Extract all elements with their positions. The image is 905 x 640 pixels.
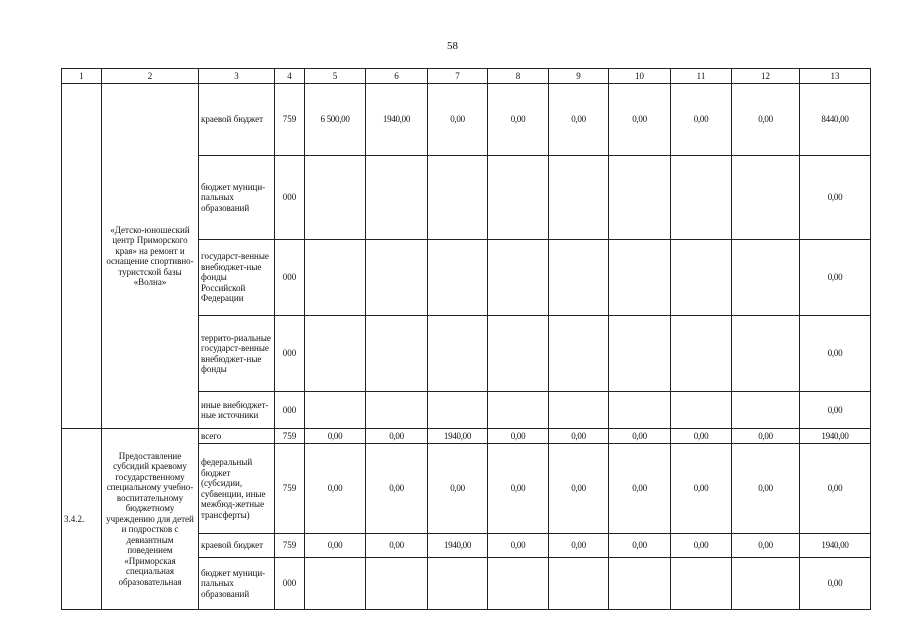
value-cell: 0,00 bbox=[800, 558, 871, 610]
value-cell: 0,00 bbox=[549, 84, 609, 156]
value-cell: 0,00 bbox=[671, 534, 732, 558]
column-header: 7 bbox=[428, 69, 488, 84]
value-cell bbox=[732, 316, 800, 392]
funding-source-cell: иные внебюджет-ные источники bbox=[199, 392, 275, 429]
value-cell bbox=[549, 156, 609, 240]
value-cell: 0,00 bbox=[488, 84, 549, 156]
value-cell bbox=[609, 156, 671, 240]
page-number: 58 bbox=[447, 40, 458, 52]
header-row bbox=[62, 69, 871, 84]
value-cell: 0,00 bbox=[488, 444, 549, 534]
value-cell bbox=[549, 316, 609, 392]
funding-source-cell: государст-венные внебюджет-ные фонды Российской Федерации bbox=[199, 240, 275, 316]
funding-source-cell: краевой бюджет bbox=[199, 84, 275, 156]
value-cell: 0,00 bbox=[732, 84, 800, 156]
value-cell bbox=[366, 558, 428, 610]
column-header: 5 bbox=[305, 69, 366, 84]
value-cell bbox=[609, 392, 671, 429]
value-cell: 0,00 bbox=[488, 534, 549, 558]
funding-source-cell: краевой бюджет bbox=[199, 534, 275, 558]
value-cell bbox=[732, 240, 800, 316]
code-cell: 000 bbox=[275, 392, 305, 429]
value-cell bbox=[671, 240, 732, 316]
code-cell: 759 bbox=[275, 429, 305, 444]
value-cell: 0,00 bbox=[732, 444, 800, 534]
value-cell: 0,00 bbox=[305, 534, 366, 558]
value-cell bbox=[428, 392, 488, 429]
code-cell: 759 bbox=[275, 444, 305, 534]
value-cell: 0,00 bbox=[800, 240, 871, 316]
value-cell bbox=[671, 558, 732, 610]
code-cell: 000 bbox=[275, 156, 305, 240]
value-cell: 0,00 bbox=[366, 429, 428, 444]
value-cell: 0,00 bbox=[671, 429, 732, 444]
value-cell bbox=[428, 156, 488, 240]
value-cell bbox=[305, 392, 366, 429]
funding-source-cell: террито-риальные государст-венные внебюджет-ные фонды bbox=[199, 316, 275, 392]
value-cell bbox=[609, 316, 671, 392]
value-cell bbox=[549, 392, 609, 429]
column-header: 13 bbox=[800, 69, 871, 84]
column-header: 10 bbox=[609, 69, 671, 84]
code-cell: 759 bbox=[275, 84, 305, 156]
code-cell: 000 bbox=[275, 240, 305, 316]
value-cell: 1940,00 bbox=[428, 429, 488, 444]
value-cell: 0,00 bbox=[549, 429, 609, 444]
value-cell: 0,00 bbox=[305, 429, 366, 444]
funding-source-cell: всего bbox=[199, 429, 275, 444]
value-cell bbox=[488, 392, 549, 429]
value-cell: 0,00 bbox=[305, 444, 366, 534]
value-cell: 0,00 bbox=[732, 534, 800, 558]
value-cell bbox=[305, 316, 366, 392]
value-cell: 0,00 bbox=[366, 534, 428, 558]
item-name-cell: Предоставление субсидий краевому государственному специальному учебно-воспитательному бюджетному учреждению для детей и подростков с девиантным поведением «Приморская специальная образовательная bbox=[102, 429, 199, 610]
value-cell: 0,00 bbox=[488, 429, 549, 444]
value-cell: 1940,00 bbox=[800, 429, 871, 444]
value-cell bbox=[488, 240, 549, 316]
column-header: 8 bbox=[488, 69, 549, 84]
value-cell: 0,00 bbox=[609, 429, 671, 444]
table-row bbox=[62, 84, 871, 156]
value-cell: 0,00 bbox=[732, 429, 800, 444]
table-body bbox=[62, 69, 871, 610]
table-row bbox=[62, 429, 871, 444]
value-cell: 0,00 bbox=[671, 444, 732, 534]
value-cell: 0,00 bbox=[549, 534, 609, 558]
value-cell bbox=[366, 240, 428, 316]
column-header: 2 bbox=[102, 69, 199, 84]
item-name-cell: «Детско-юношеский центр Приморского края» на ремонт и оснащение спортивно-туристской базы «Волна» bbox=[102, 84, 199, 429]
value-cell bbox=[488, 316, 549, 392]
item-index-cell: 3.4.2. bbox=[62, 429, 102, 610]
value-cell bbox=[488, 156, 549, 240]
funding-source-cell: бюджет муници-пальных образований bbox=[199, 558, 275, 610]
budget-table bbox=[61, 68, 871, 610]
column-header: 4 bbox=[275, 69, 305, 84]
value-cell bbox=[428, 316, 488, 392]
value-cell bbox=[366, 156, 428, 240]
value-cell bbox=[732, 156, 800, 240]
value-cell: 0,00 bbox=[671, 84, 732, 156]
value-cell bbox=[671, 156, 732, 240]
code-cell: 000 bbox=[275, 316, 305, 392]
value-cell: 0,00 bbox=[609, 534, 671, 558]
value-cell bbox=[609, 240, 671, 316]
value-cell: 0,00 bbox=[800, 444, 871, 534]
value-cell: 6 500,00 bbox=[305, 84, 366, 156]
value-cell: 0,00 bbox=[549, 444, 609, 534]
value-cell bbox=[305, 156, 366, 240]
code-cell: 000 bbox=[275, 558, 305, 610]
value-cell bbox=[671, 316, 732, 392]
funding-source-cell: федеральный бюджет (субсидии, субвенции, иные межбюд-жетные трансферты) bbox=[199, 444, 275, 534]
value-cell bbox=[305, 558, 366, 610]
value-cell: 1940,00 bbox=[428, 534, 488, 558]
value-cell bbox=[732, 392, 800, 429]
value-cell bbox=[428, 558, 488, 610]
value-cell: 8440,00 bbox=[800, 84, 871, 156]
value-cell bbox=[549, 240, 609, 316]
value-cell: 0,00 bbox=[428, 84, 488, 156]
item-index-cell bbox=[62, 84, 102, 429]
value-cell: 0,00 bbox=[800, 316, 871, 392]
value-cell: 0,00 bbox=[366, 444, 428, 534]
value-cell: 0,00 bbox=[609, 444, 671, 534]
value-cell bbox=[549, 558, 609, 610]
value-cell: 1940,00 bbox=[800, 534, 871, 558]
column-header: 12 bbox=[732, 69, 800, 84]
column-header: 6 bbox=[366, 69, 428, 84]
code-cell: 759 bbox=[275, 534, 305, 558]
value-cell bbox=[428, 240, 488, 316]
value-cell bbox=[732, 558, 800, 610]
value-cell bbox=[366, 316, 428, 392]
column-header: 1 bbox=[62, 69, 102, 84]
funding-source-cell: бюджет муници-пальных образований bbox=[199, 156, 275, 240]
value-cell: 0,00 bbox=[609, 84, 671, 156]
value-cell: 1940,00 bbox=[366, 84, 428, 156]
value-cell: 0,00 bbox=[428, 444, 488, 534]
value-cell bbox=[609, 558, 671, 610]
value-cell: 0,00 bbox=[800, 156, 871, 240]
value-cell bbox=[488, 558, 549, 610]
column-header: 11 bbox=[671, 69, 732, 84]
value-cell bbox=[305, 240, 366, 316]
column-header: 9 bbox=[549, 69, 609, 84]
column-header: 3 bbox=[199, 69, 275, 84]
value-cell bbox=[671, 392, 732, 429]
value-cell bbox=[366, 392, 428, 429]
value-cell: 0,00 bbox=[800, 392, 871, 429]
